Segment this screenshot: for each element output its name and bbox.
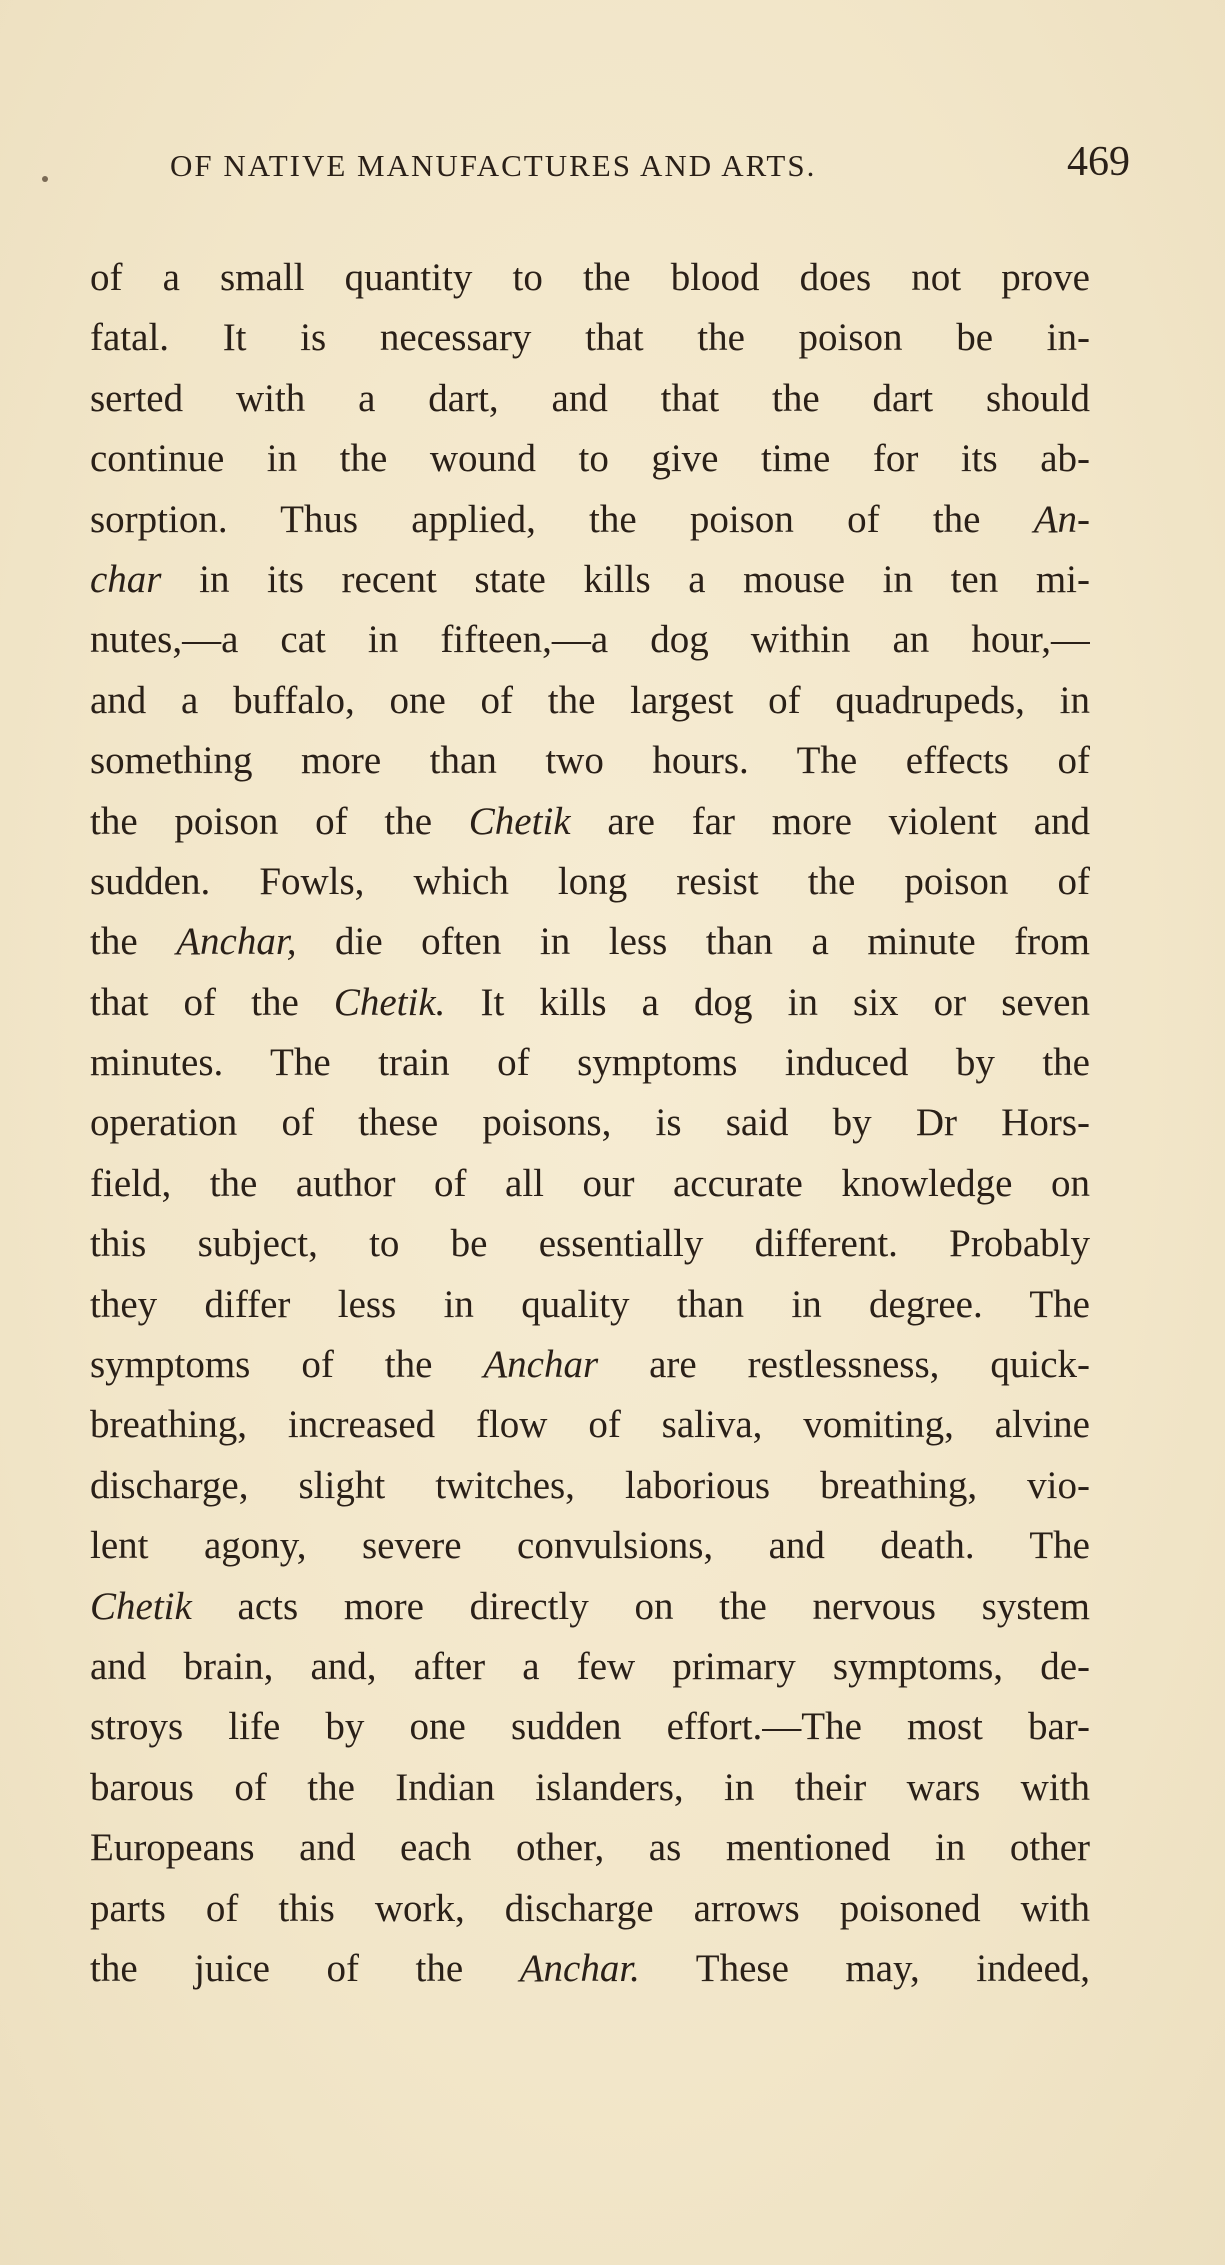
- text-run: in its recent state kills a mouse in ten mi-: [161, 557, 1090, 601]
- text-run: parts of this work, discharge arrows poisoned with: [90, 1886, 1090, 1930]
- text-run: and a buffalo, one of the largest of quadrupeds, in: [90, 678, 1090, 722]
- text-line: [90, 1335, 1090, 1395]
- text-line: [90, 671, 1090, 731]
- text-line: [90, 1516, 1090, 1576]
- text-run: continue in the wound to give time for its ab-: [90, 437, 1090, 481]
- text-line: [90, 1577, 1090, 1637]
- text-run: the juice of the: [90, 1946, 520, 1990]
- text-line: [90, 429, 1090, 489]
- text-line: [90, 550, 1090, 610]
- text-run: breathing, increased flow of saliva, vomiting, alvine: [90, 1403, 1090, 1447]
- text-line: [90, 490, 1090, 550]
- text-run: die often in less than a minute from: [296, 920, 1090, 964]
- text-line: [90, 1879, 1090, 1939]
- text-run: acts more directly on the nervous system: [191, 1584, 1090, 1628]
- text-line: [90, 1456, 1090, 1516]
- ink-speck: [42, 176, 48, 182]
- text-run: something more than two hours. The effects of: [90, 739, 1090, 783]
- text-line: [90, 1818, 1090, 1878]
- text-run: Europeans and each other, as mentioned in other: [90, 1826, 1090, 1870]
- text-line: [90, 1758, 1090, 1818]
- text-line: [90, 852, 1090, 912]
- text-line: [90, 610, 1090, 670]
- italic-term: Anchar,: [176, 920, 297, 964]
- text-run: the: [90, 920, 177, 964]
- italic-term: Chetik.: [333, 980, 446, 1024]
- text-run: operation of these poisons, is said by Dr Hors-: [90, 1101, 1090, 1145]
- italic-term: char: [90, 557, 162, 601]
- italic-term: Chetik: [90, 1584, 192, 1628]
- text-line: [90, 369, 1090, 429]
- text-run: field, the author of all our accurate knowledge on: [90, 1161, 1090, 1205]
- italic-term: Chetik: [468, 799, 571, 843]
- text-run: It kills a dog in six or seven: [445, 980, 1090, 1024]
- text-run: barous of the Indian islanders, in their wars with: [90, 1765, 1090, 1809]
- text-line: [90, 1637, 1090, 1697]
- running-title: OF NATIVE MANUFACTURES AND ARTS.: [170, 148, 817, 183]
- text-run: and brain, and, after a few primary symptoms, de-: [90, 1644, 1090, 1688]
- italic-term: An-: [1033, 497, 1090, 541]
- text-run: serted with a dart, and that the dart should: [90, 376, 1090, 420]
- text-line: [90, 1154, 1090, 1214]
- text-run: discharge, slight twitches, laborious breathing, vio-: [90, 1463, 1090, 1507]
- text-run: are restlessness, quick-: [598, 1343, 1090, 1387]
- italic-term: Anchar.: [519, 1946, 640, 1990]
- text-run: nutes,—a cat in fifteen,—a dog within an hour,—: [90, 618, 1090, 662]
- text-line: [90, 1093, 1090, 1153]
- page-header: [170, 138, 1130, 198]
- text-run: stroys life by one sudden effort.—The most bar-: [90, 1705, 1090, 1749]
- text-run: sudden. Fowls, which long resist the poison of: [90, 859, 1090, 903]
- body-text: [90, 248, 1090, 1999]
- italic-term: Anchar: [483, 1343, 599, 1387]
- text-run: are far more violent and: [570, 799, 1090, 843]
- text-run: this subject, to be essentially different. Probably: [90, 1222, 1090, 1266]
- text-run: they differ less in quality than in degree. The: [90, 1282, 1090, 1326]
- text-line: [90, 1033, 1090, 1093]
- text-run: These may, indeed,: [639, 1946, 1090, 1990]
- text-run: fatal. It is necessary that the poison be in-: [90, 316, 1090, 360]
- text-line: [90, 1939, 1090, 1999]
- text-line: [90, 1275, 1090, 1335]
- text-line: [90, 1214, 1090, 1274]
- text-line: [90, 912, 1090, 972]
- text-run: minutes. The train of symptoms induced by the: [90, 1041, 1090, 1085]
- text-run: sorption. Thus applied, the poison of the: [90, 497, 1034, 541]
- text-line: [90, 731, 1090, 791]
- text-line: [90, 792, 1090, 852]
- text-line: [90, 248, 1090, 308]
- text-run: lent agony, severe convulsions, and death. The: [90, 1524, 1090, 1568]
- text-run: the poison of the: [90, 799, 469, 843]
- page-number: 469: [1067, 139, 1130, 185]
- text-line: [90, 308, 1090, 368]
- text-line: [90, 1395, 1090, 1455]
- text-run: symptoms of the: [90, 1343, 484, 1387]
- text-line: [90, 973, 1090, 1033]
- text-run: that of the: [90, 980, 334, 1024]
- text-run: of a small quantity to the blood does not prove: [90, 256, 1090, 299]
- text-line: [90, 1697, 1090, 1757]
